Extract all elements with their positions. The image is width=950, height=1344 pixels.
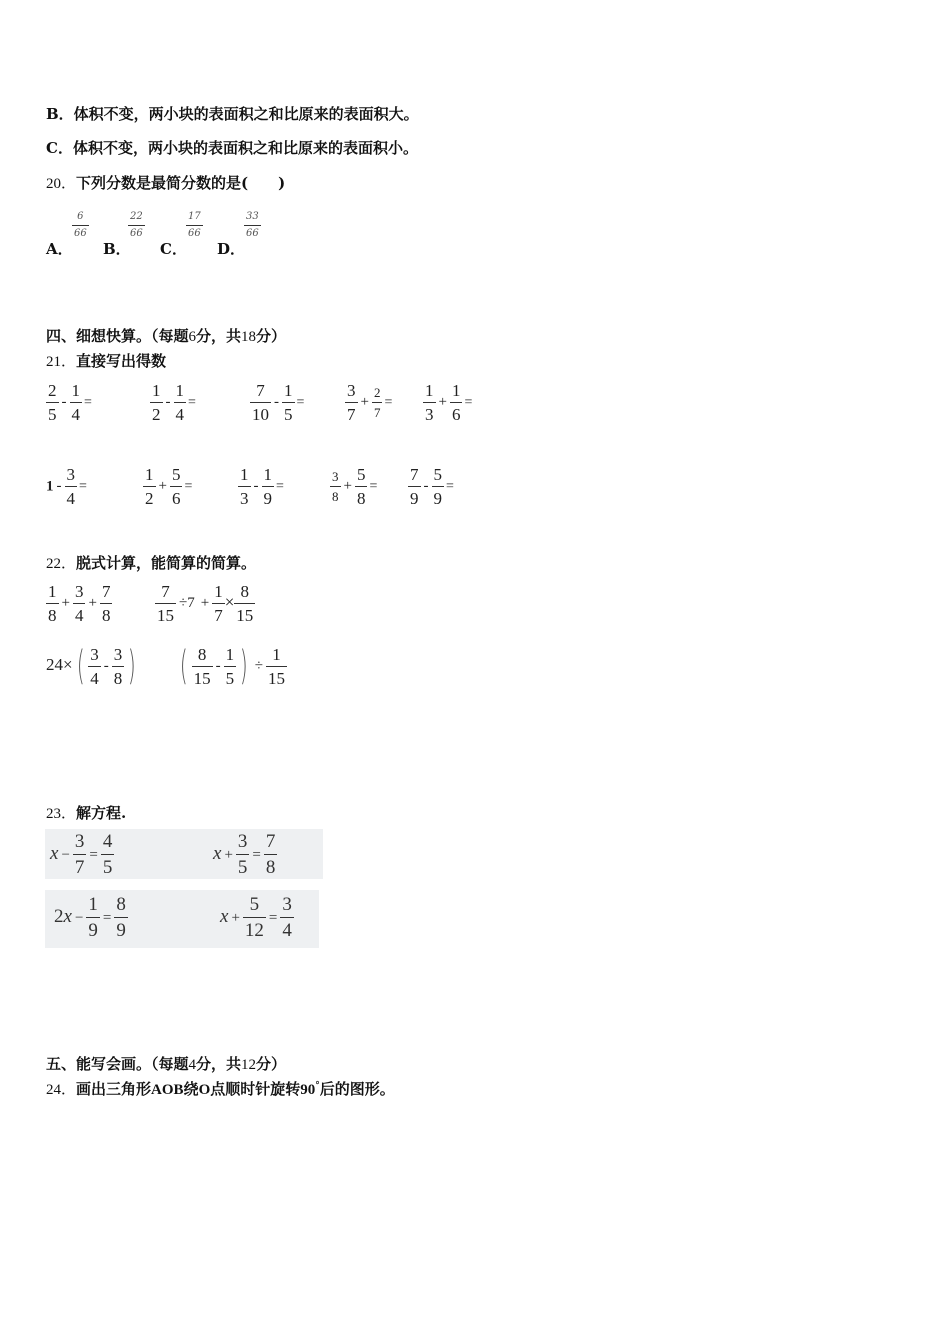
q20-option-b-label: B． bbox=[103, 240, 131, 258]
q22-expression-3: 24×( $\frac{3}{4}$ - $\frac{3}{8}$ ) bbox=[46, 643, 136, 689]
question-number: 21． bbox=[46, 354, 77, 370]
q20-option-a-label: A． bbox=[46, 240, 73, 258]
question-text: 脱式计算，能简算的简算。 bbox=[76, 554, 257, 572]
question-number: 24． bbox=[46, 1082, 77, 1098]
q21-row2-item-2: $\frac{1}{2}$ + $\frac{5}{6}$ = bbox=[145, 465, 193, 508]
q22-expression-2: $\frac{7}{15}$ ÷7 + $\frac{1}{7}$ × $\frac{8}{15}$ bbox=[157, 582, 254, 625]
q21-row1-item-4: $\frac{3}{7}$ + $\frac{2}{7}$ = bbox=[347, 381, 393, 424]
section-5-title: 五、能写会画。（每题4分，共12分） bbox=[46, 1055, 287, 1073]
q21-row1-item-2: $\frac{1}{2}$ - $\frac{1}{4}$ = bbox=[152, 381, 196, 424]
q19-option-b: B．体积不变，两小块的表面积之和比原来的表面积大。 bbox=[46, 105, 419, 123]
q20-option-b-fraction: $\frac{22}{66}$ bbox=[130, 211, 143, 239]
q21-row2-item-5: $\frac{7}{9}$ - $\frac{5}{9}$ = bbox=[410, 465, 454, 508]
question-number: 22． bbox=[46, 556, 77, 572]
equation-1: x − $\frac{3}{7}$ = $\frac{4}{5}$ bbox=[50, 831, 113, 878]
q24-question: 24．画出三角形AOB绕O点顺时针旋转90°后的图形。 bbox=[46, 1080, 395, 1098]
section-4-title: 四、细想快算。（每题6分，共18分） bbox=[46, 327, 287, 345]
q21-row1-item-5: $\frac{1}{3}$ + $\frac{1}{6}$ = bbox=[425, 381, 473, 424]
q21-row1-item-3: $\frac{7}{10}$ - $\frac{1}{5}$ = bbox=[252, 381, 305, 424]
q21-question bbox=[46, 350, 166, 371]
q20-option-d-label: D． bbox=[217, 240, 246, 258]
q20-option-a-fraction: $\frac{6}{66}$ bbox=[74, 211, 87, 239]
q19-option-c: C．体积不变，两小块的表面积之和比原来的表面积小。 bbox=[46, 139, 418, 157]
equation-2: x + $\frac{3}{5}$ = $\frac{7}{8}$ bbox=[213, 831, 276, 878]
question-text: 下列分数是最简分数的是( ) bbox=[76, 174, 286, 192]
q23-question bbox=[46, 802, 126, 823]
q20-question bbox=[46, 172, 285, 193]
equation-4: x + $\frac{5}{12}$ = $\frac{3}{4}$ bbox=[220, 894, 292, 941]
q21-row2-item-4: $\frac{3}{8}$ + $\frac{5}{8}$ = bbox=[332, 465, 378, 508]
q20-option-d-fraction: $\frac{33}{66}$ bbox=[246, 211, 259, 239]
q22-expression-1: $\frac{1}{8}$ + $\frac{3}{4}$ + $\frac{7}{8}$ bbox=[48, 582, 111, 625]
equation-3: 2x − $\frac{1}{9}$ = $\frac{8}{9}$ bbox=[54, 894, 126, 941]
q21-row2-item-3: $\frac{1}{3}$ - $\frac{1}{9}$ = bbox=[240, 465, 284, 508]
question-text: 解方程. bbox=[76, 804, 127, 822]
q22-question bbox=[46, 552, 256, 573]
question-text: 直接写出得数 bbox=[76, 352, 167, 370]
q20-option-c-fraction: $\frac{17}{66}$ bbox=[188, 211, 201, 239]
question-number: 23． bbox=[46, 806, 77, 822]
q21-row2-item-1: 1 - $\frac{3}{4}$ = bbox=[46, 465, 87, 508]
q22-expression-4: ( $\frac{8}{15}$ - $\frac{1}{5}$ ) ÷ $\frac{1}{15}$ bbox=[179, 643, 285, 689]
q20-option-c-label: C． bbox=[160, 240, 187, 258]
q21-row1-item-1: $\frac{2}{5}$ - $\frac{1}{4}$ = bbox=[48, 381, 92, 424]
question-number: 20． bbox=[46, 176, 77, 192]
